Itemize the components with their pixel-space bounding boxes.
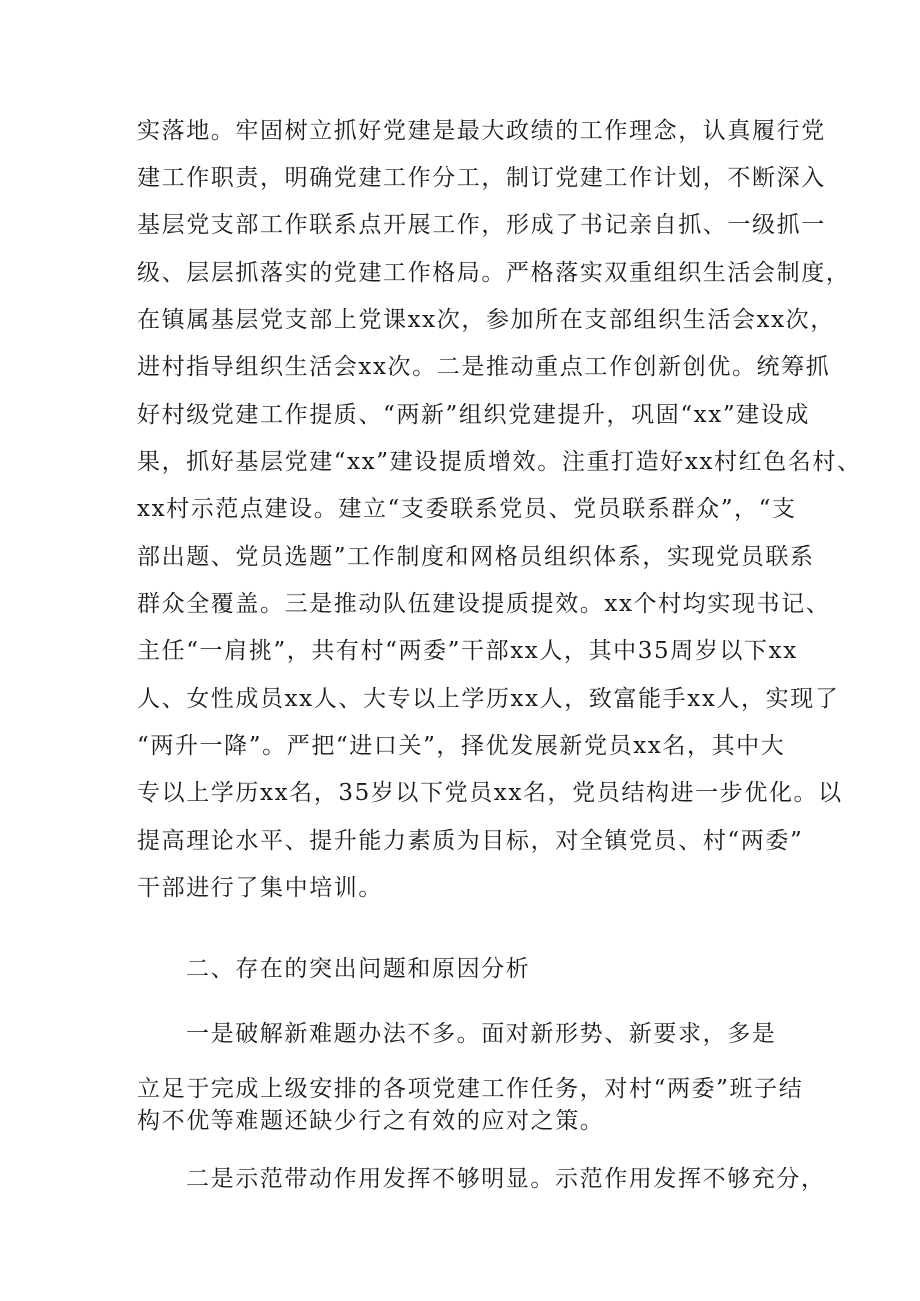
text-line: 在镇属基层党支部上党课xx次，参加所在支部组织生活会xx次， [137, 307, 835, 333]
text-line: 部出题、党员选题”工作制度和网格员组织体系，实现党员联系 [137, 544, 815, 570]
text-line: 专以上学历xx名，35岁以下党员xx名，党员结构进一步优化。以 [137, 780, 843, 806]
text-line: 构不优等难题还缺少行之有效的应对之策。 [137, 1108, 605, 1134]
text-line: 进村指导组织生活会xx次。二是推动重点工作创新创优。统筹抓 [137, 354, 831, 380]
text-line: 提高理论水平、提升能力素质为目标，对全镇党员、村“两委” [137, 828, 804, 854]
text-line: 人、女性成员xx人、大专以上学历xx人，致富能手xx人，实现了 [137, 686, 840, 712]
section-heading: 二、存在的突出问题和原因分析 [186, 956, 531, 982]
text-line: “两升一降”。严把“进口关”，择优发展新党员xx名，其中大 [137, 733, 786, 759]
text-line: 群众全覆盖。三是推动队伍建设提质提效。xx个村均实现书记、 [137, 591, 831, 617]
text-line: xx村示范点建设。建立“支委联系党员、党员联系群众”，“支 [137, 496, 797, 522]
text-line: 果，抓好基层党建“xx”建设提质增效。注重打造好xx村红色名村、 [137, 449, 862, 475]
text-line: 立足于完成上级安排的各项党建工作任务，对村“两委”班子结 [137, 1076, 804, 1102]
text-line: 干部进行了集中培训。 [137, 875, 383, 901]
text-line: 好村级党建工作提质、“两新”组织党建提升，巩固“xx”建设成 [137, 402, 810, 428]
text-line: 建工作职责，明确党建工作分工，制订党建工作计划，不断深入 [137, 165, 826, 191]
text-line: 主任“一肩挑”，共有村“两委”干部xx人，其中35周岁以下xx [137, 638, 798, 664]
text-line: 一是破解新难题办法不多。面对新形势、新要求，多是 [186, 1021, 777, 1047]
text-line: 二是示范带动作用发挥不够明显。示范作用发挥不够充分， [186, 1166, 826, 1192]
text-line: 基层党支部工作联系点开展工作，形成了书记亲自抓、一级抓一 [137, 212, 826, 238]
text-line: 级、层层抓落实的党建工作格局。严格落实双重组织生活会制度， [137, 260, 851, 286]
text-line: 实落地。牢固树立抓好党建是最大政绩的工作理念，认真履行党 [137, 118, 826, 144]
